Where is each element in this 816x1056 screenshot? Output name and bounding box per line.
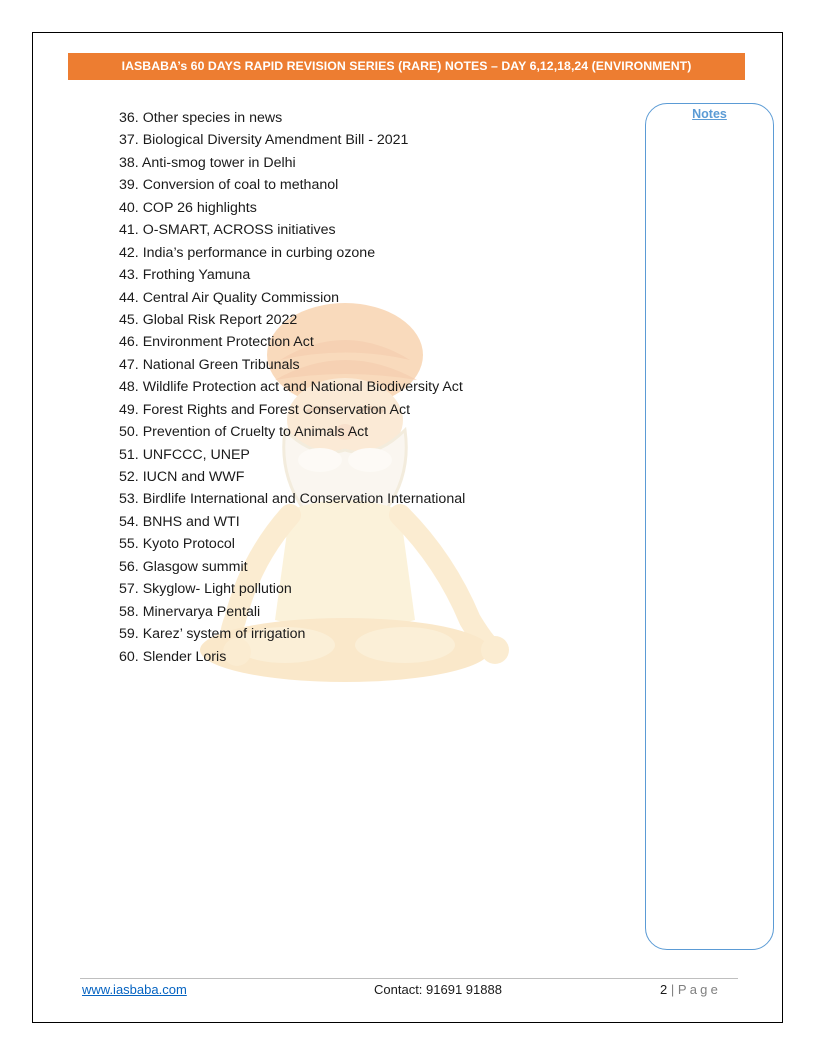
document-header: IASBABA’s 60 DAYS RAPID REVISION SERIES (RARE) NOTES – DAY 6,12,18,24 (ENVIRONMENT) [68,53,745,80]
list-item: 38. Anti-smog tower in Delhi [119,154,296,171]
list-item: 42. India’s performance in curbing ozone [119,244,376,261]
list-item: 54. BNHS and WTI [119,513,240,530]
list-item: 56. Glasgow summit [119,558,248,575]
page-label: Page [677,982,722,997]
list-item: 58. Minervarya Pentali [119,603,261,620]
list-item: 36. Other species in news [119,110,283,126]
list-item: 55. Kyoto Protocol [119,536,235,553]
topic-list [119,107,619,668]
list-item: 59. Karez’ system of irrigation [119,626,306,643]
list-item: 50. Prevention of Cruelty to Animals Act [119,424,369,441]
list-item: 37. Biological Diversity Amendment Bill - 2021 [119,132,409,149]
list-item: 39. Conversion of coal to methanol [119,177,339,194]
list-item: 52. IUCN and WWF [119,469,245,485]
list-item: 47. National Green Tribunals [119,356,300,373]
list-item: 57. Skyglow- Light pollution [119,581,292,598]
list-item: 51. UNFCCC, UNEP [119,446,250,463]
page-separator: | [670,982,675,997]
list-item: 44. Central Air Quality Commission [119,289,340,306]
list-item: 46. Environment Protection Act [119,334,314,351]
notes-box [645,103,774,950]
list-item: 40. COP 26 highlights [119,199,257,216]
list-item: 60. Slender Loris [119,648,227,665]
contact-info: Contact: 91691 91888 [374,982,502,997]
list-item: 53. Birdlife International and Conservation International [119,491,466,508]
list-item: 45. Global Risk Report 2022 [119,311,298,328]
page-number: 2 [660,982,668,997]
website-link[interactable]: www.iasbaba.com [82,982,187,997]
page-indicator [660,982,721,997]
list-item: 41. O-SMART, ACROSS initiatives [119,222,336,239]
notes-title: Notes [692,107,727,121]
footer-divider [80,978,738,979]
list-item: 48. Wildlife Protection act and National Biodiversity Act [119,379,463,396]
list-item: 49. Forest Rights and Forest Conservation Act [119,401,411,418]
list-item: 43. Frothing Yamuna [119,267,251,284]
